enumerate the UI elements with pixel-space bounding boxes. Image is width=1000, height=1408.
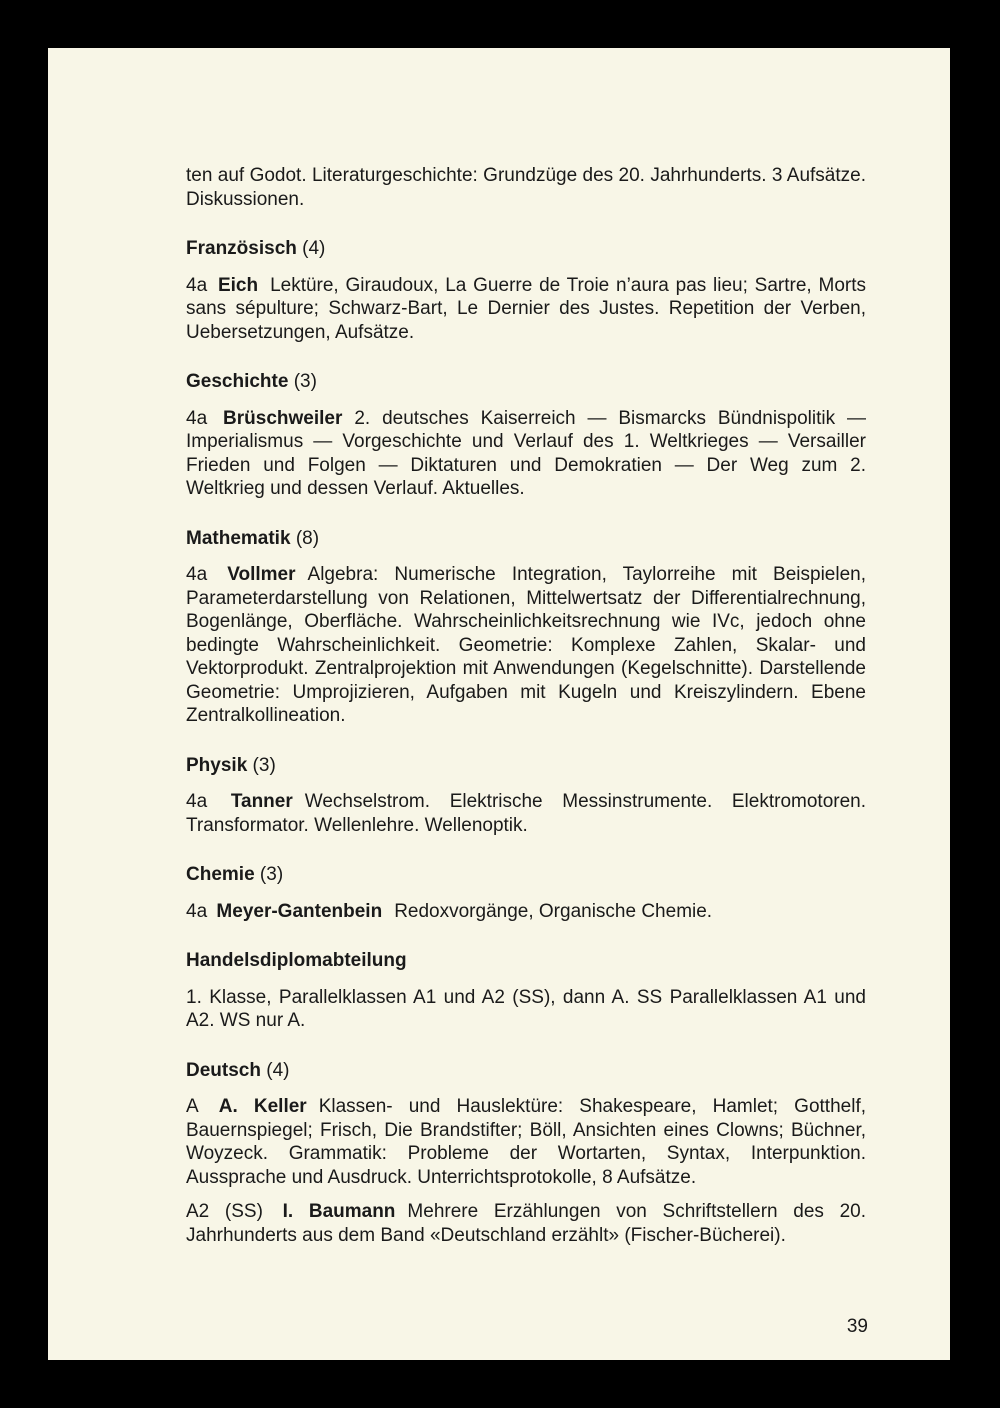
section-heading: Chemie (3)	[186, 864, 284, 885]
section-heading: Physik (3)	[186, 754, 276, 776]
section-entry: 4a Vollmer Algebra: Numerische Integration, Taylorreihe mit Beispielen, Parameterdarstellung von Relationen, Mittelwertsatz der Differentialrechnung, Bogenlänge, Oberfläche. Wahrscheinlichkeitsrechnung wie IVc, jedoch ohne bedingte Wahrscheinlichkeit. Geometrie: Komplexe Zahlen, Skalar- und Vektorprodukt. Zentralprojektion mit Anwendungen (Kegelschnitte). Darstellende Geometrie: Umprojizieren, Aufgaben mit Kugeln und Kreiszylindern. Ebene Zentralkollineation.	[186, 564, 866, 726]
section-entry: 4a Tanner Wechselstrom. Elektrische Messinstrumente. Elektromotoren. Transformator. Wellenlehre. Wellenoptik.	[186, 791, 867, 836]
section-heading: Geschichte (3)	[186, 371, 317, 392]
section-entry: A A. Keller Klassen- und Hauslektüre: Shakespeare, Hamlet; Gotthelf, Bauernspiegel; Frisch, Die Brandstifter; Böll, Ansichten eines Clowns; Büchner, Woyzeck. Grammatik: Probleme der Wortarten, Syntax, Interpunktion. Aussprache und Ausdruck. Unterrichtsprotokolle, 8 Aufsätze.	[186, 1096, 867, 1188]
section-heading: Handelsdiplomabteilung	[186, 950, 407, 971]
section-entry: 1. Klasse, Parallelklassen A1 und A2 (SS), dann A. SS Parallelklassen A1 und A2. WS nur A.	[186, 986, 866, 1031]
section-heading: Französisch (4)	[186, 238, 326, 259]
section-entry: 4a Brüschweiler 2. deutsches Kaiserreich — Bismarcks Bündnispolitik — Imperialismus — Vorgeschichte und Verlauf des 1. Weltkrieges — Versailler Frieden und Folgen — Diktaturen und Demokratien — Der Weg zum 2. Weltkrieg und dessen Verlauf. Aktuelles.	[186, 407, 866, 499]
section-entry: 4a Meyer-Gantenbein Redoxvorgänge, Organische Chemie.	[186, 900, 713, 922]
section-heading: Mathematik (8)	[186, 527, 320, 549]
section-entry: A2 (SS) I. Baumann Mehrere Erzählungen von Schriftstellern des 20. Jahrhunderts aus dem Band «Deutschland erzählt» (Fischer-Bücherei).	[186, 1201, 867, 1246]
page-content	[186, 164, 866, 1273]
intro-paragraph: ten auf Godot. Literaturgeschichte: Grundzüge des 20. Jahrhunderts. 3 Aufsätze. Diskussionen.	[186, 165, 866, 210]
page-number: 39	[846, 1316, 868, 1337]
section-entry: 4a Eich Lektüre, Giraudoux, La Guerre de Troie n’aura pas lieu; Sartre, Morts sans sépulture; Schwarz-Bart, Le Dernier des Justes. Repetition der Verben, Uebersetzungen, Aufsätze.	[186, 274, 866, 343]
document-page	[48, 48, 950, 1360]
section-heading: Deutsch (4)	[186, 1059, 290, 1081]
